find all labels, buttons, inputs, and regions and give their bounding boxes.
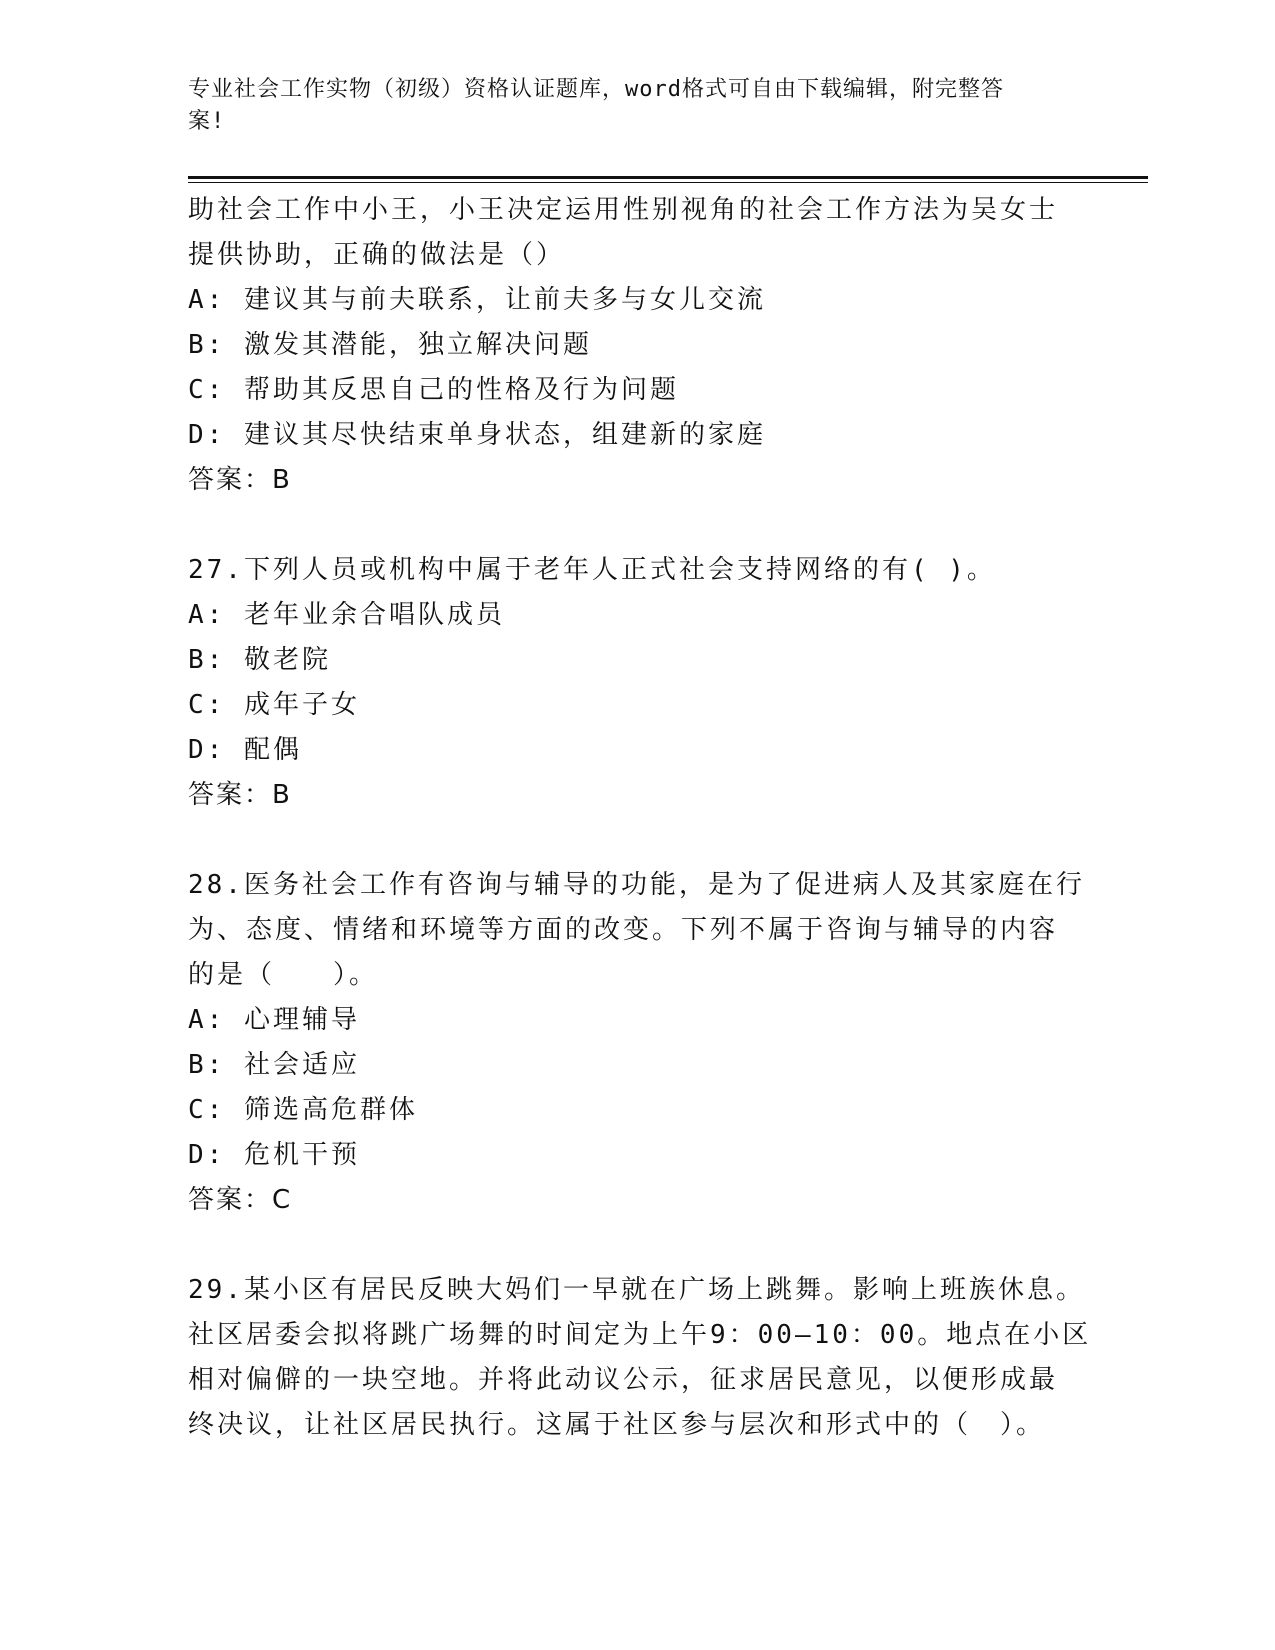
question-28-option-c: C: 筛选高危群体 — [188, 1095, 418, 1125]
question-28-option-b: B: 社会适应 — [188, 1050, 360, 1080]
question-27-option-a: A: 老年业余合唱队成员 — [188, 600, 505, 630]
question-27-answer: 答案：B — [188, 780, 292, 810]
question-28-stem-line-2: 为、态度、情绪和环境等方面的改变。下列不属于咨询与辅导的内容 — [188, 915, 1059, 945]
question-28 — [188, 863, 1088, 1223]
question-28-stem-line-3: 的是（ ）。 — [188, 960, 379, 990]
question-29-stem-line-4: 终决议，让社区居民执行。这属于社区参与层次和形式中的（ ）。 — [188, 1410, 1046, 1440]
question-29-stem-line-1: 29.某小区有居民反映大妈们一早就在广场上跳舞。影响上班族休息。 — [188, 1275, 1085, 1305]
question-26-option-d: D: 建议其尽快结束单身状态，组建新的家庭 — [188, 420, 766, 450]
header-divider-thin — [188, 182, 1148, 183]
question-28-option-a: A: 心理辅导 — [188, 1005, 360, 1035]
question-27 — [188, 548, 1088, 818]
question-26-stem-line-2: 提供协助，正确的做法是（） — [188, 240, 566, 270]
document-header — [188, 74, 1088, 138]
question-28-answer: 答案：C — [188, 1185, 293, 1215]
question-26-stem-line-1: 助社会工作中小王，小王决定运用性别视角的社会工作方法为吴女士 — [188, 195, 1059, 225]
question-27-stem: 27.下列人员或机构中属于老年人正式社会支持网络的有( )。 — [188, 555, 996, 585]
question-28-stem-line-1: 28.医务社会工作有咨询与辅导的功能，是为了促进病人及其家庭在行 — [188, 870, 1085, 900]
question-28-option-d: D: 危机干预 — [188, 1140, 360, 1170]
question-26-option-c: C: 帮助其反思自己的性格及行为问题 — [188, 375, 679, 405]
question-gap — [188, 503, 1088, 548]
header-divider-thick — [188, 176, 1148, 179]
question-29-stem-line-2: 社区居委会拟将跳广场舞的时间定为上午9：00—10：00。地点在小区 — [188, 1320, 1092, 1350]
question-27-option-d: D: 配偶 — [188, 735, 302, 765]
question-29-stem-line-3: 相对偏僻的一块空地。并将此动议公示，征求居民意见，以便形成最 — [188, 1365, 1059, 1395]
header-line-1: 专业社会工作实物（初级）资格认证题库，word格式可自由下载编辑，附完整答 — [188, 77, 1004, 102]
question-26-answer: 答案：B — [188, 465, 292, 495]
question-26-option-b: B: 激发其潜能，独立解决问题 — [188, 330, 592, 360]
question-27-option-b: B: 敬老院 — [188, 645, 331, 675]
question-26 — [188, 188, 1088, 503]
question-27-option-c: C: 成年子女 — [188, 690, 360, 720]
question-26-option-a: A: 建议其与前夫联系，让前夫多与女儿交流 — [188, 285, 766, 315]
header-line-2: 案! — [188, 109, 226, 134]
question-gap — [188, 1223, 1088, 1268]
question-content — [188, 188, 1092, 1448]
question-29 — [188, 1268, 1092, 1448]
question-gap — [188, 818, 1088, 863]
